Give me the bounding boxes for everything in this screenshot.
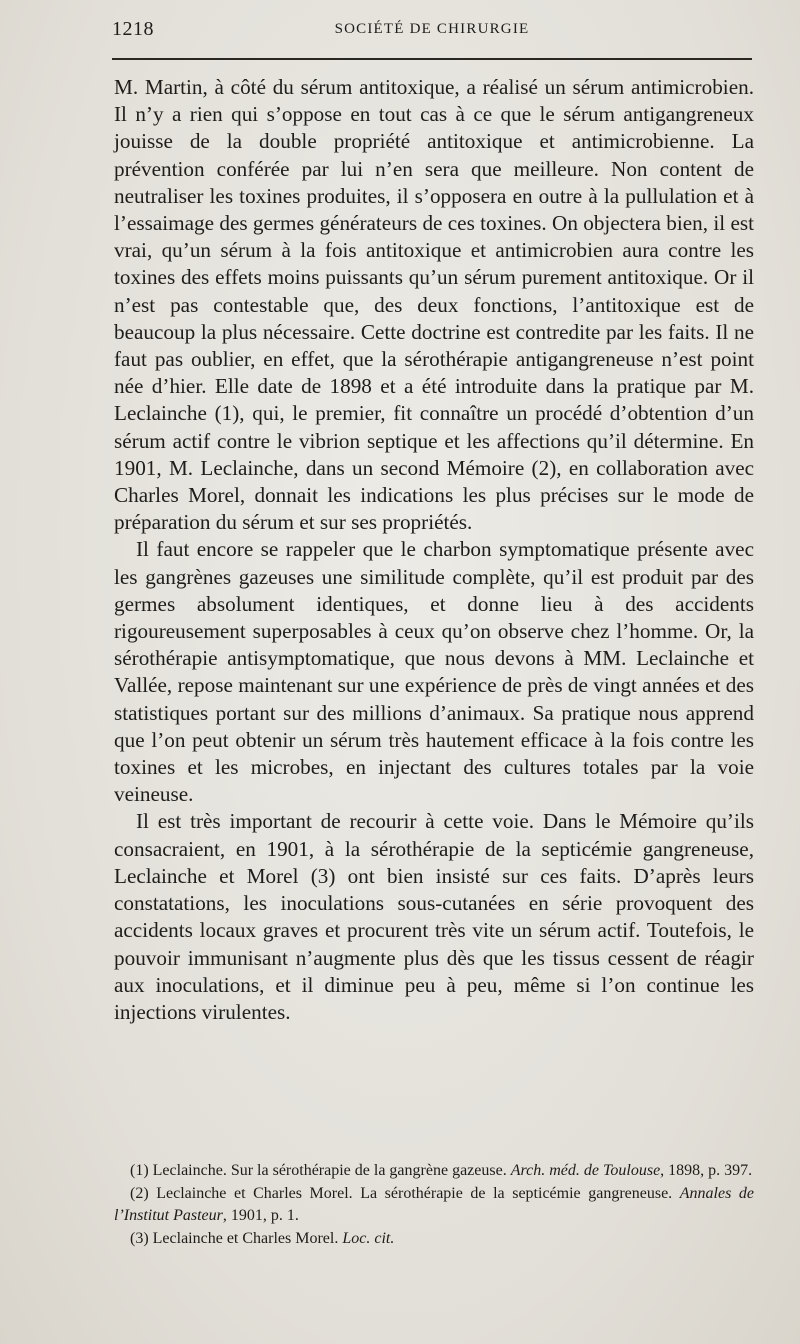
footnotes	[114, 1160, 754, 1250]
running-title: SOCIÉTÉ DE CHIRURGIE	[334, 21, 530, 37]
footnote: (1) Leclainche. Sur la sérothérapie de la gangrène gazeuse. Arch. méd. de Toulouse, 1898, p. 397.	[130, 1162, 753, 1179]
page-header	[112, 18, 752, 44]
paragraph: Il est très important de recourir à cette voie. Dans le Mémoire qu’ils consacraient, en 1901, à la sérothérapie de la septicémie gangreneuse, Leclainche et Morel (3) ont bien insisté sur ces faits. D’après leurs constatations, les inoculations sous-cutanées en série provoquent des accidents locaux graves et procurent très vite un sérum actif. Toutefois, le pouvoir immunisant n’augmente plus dès que les tissus cessent de réagir aux inoculations, et il diminue peu à peu, même si l’on continue les injections virulentes.	[114, 809, 754, 1024]
paragraph: M. Martin, à côté du sérum antitoxique, a réalisé un sérum antimicrobien. Il n’y a rien qui s’oppose en tout cas à ce que le sérum antigangreneux jouisse de la double propriété antitoxique et antimicrobienne. La prévention conférée par lui n’en sera que meilleure. Non content de neutraliser les toxines produites, il s’opposera en outre à la pullulation et à l’essaimage des germes générateurs de ces toxines. On objectera bien, il est vrai, qu’un sérum à la fois antitoxique et antimicrobien aura contre les toxines des effets moins puissants qu’un sérum purement antitoxique. Or il n’est pas contestable que, des deux fonctions, l’antitoxique est de beaucoup la plus nécessaire. Cette doctrine est contredite par les faits. Il ne faut pas oublier, en effet, que la sérothérapie antigangreneuse n’est point née d’hier. Elle date de 1898 et a été introduite dans la pratique par M. Leclainche (1), qui, le premier, fit connaître un procédé d’obtention d’un sérum actif contre le vibrion septique et les affections qu’il détermine. En 1901, M. Leclainche, dans un second Mémoire (2), en collaboration avec Charles Morel, donnait les indications les plus précises sur le mode de préparation du sérum et sur ses propriétés.	[114, 75, 754, 535]
paragraph: Il faut encore se rappeler que le charbon symptomatique présente avec les gangrènes gazeuses une similitude complète, qu’il est produit par des germes absolument identiques, et donne lieu à des accidents rigoureusement superposables à ceux qu’on observe chez l’homme. Or, la sérothérapie antisymptomatique, que nous devons à MM. Leclainche et Vallée, repose maintenant sur une expérience de près de vingt années et des statistiques portant sur des millions d’animaux. Sa pratique nous apprend que l’on peut obtenir un sérum très hautement efficace à la fois contre les toxines et les microbes, en injectant des cultures totales par la voie veineuse.	[114, 537, 754, 807]
footnote: (3) Leclainche et Charles Morel. Loc. cit.	[130, 1229, 395, 1247]
footnote-source: Loc. cit.	[342, 1229, 395, 1247]
footnote-source: Annales de l’Institut Pasteur	[114, 1184, 754, 1224]
page-number: 1218	[112, 18, 154, 40]
body-text	[114, 74, 754, 1026]
footnote-source: Arch. méd. de Toulouse	[510, 1162, 661, 1179]
header-rule	[112, 58, 752, 60]
footnote: (2) Leclainche et Charles Morel. La sérothérapie de la septicémie gangreneuse. Annales de l’Institut Pasteur, 1901, p. 1.	[114, 1184, 754, 1224]
